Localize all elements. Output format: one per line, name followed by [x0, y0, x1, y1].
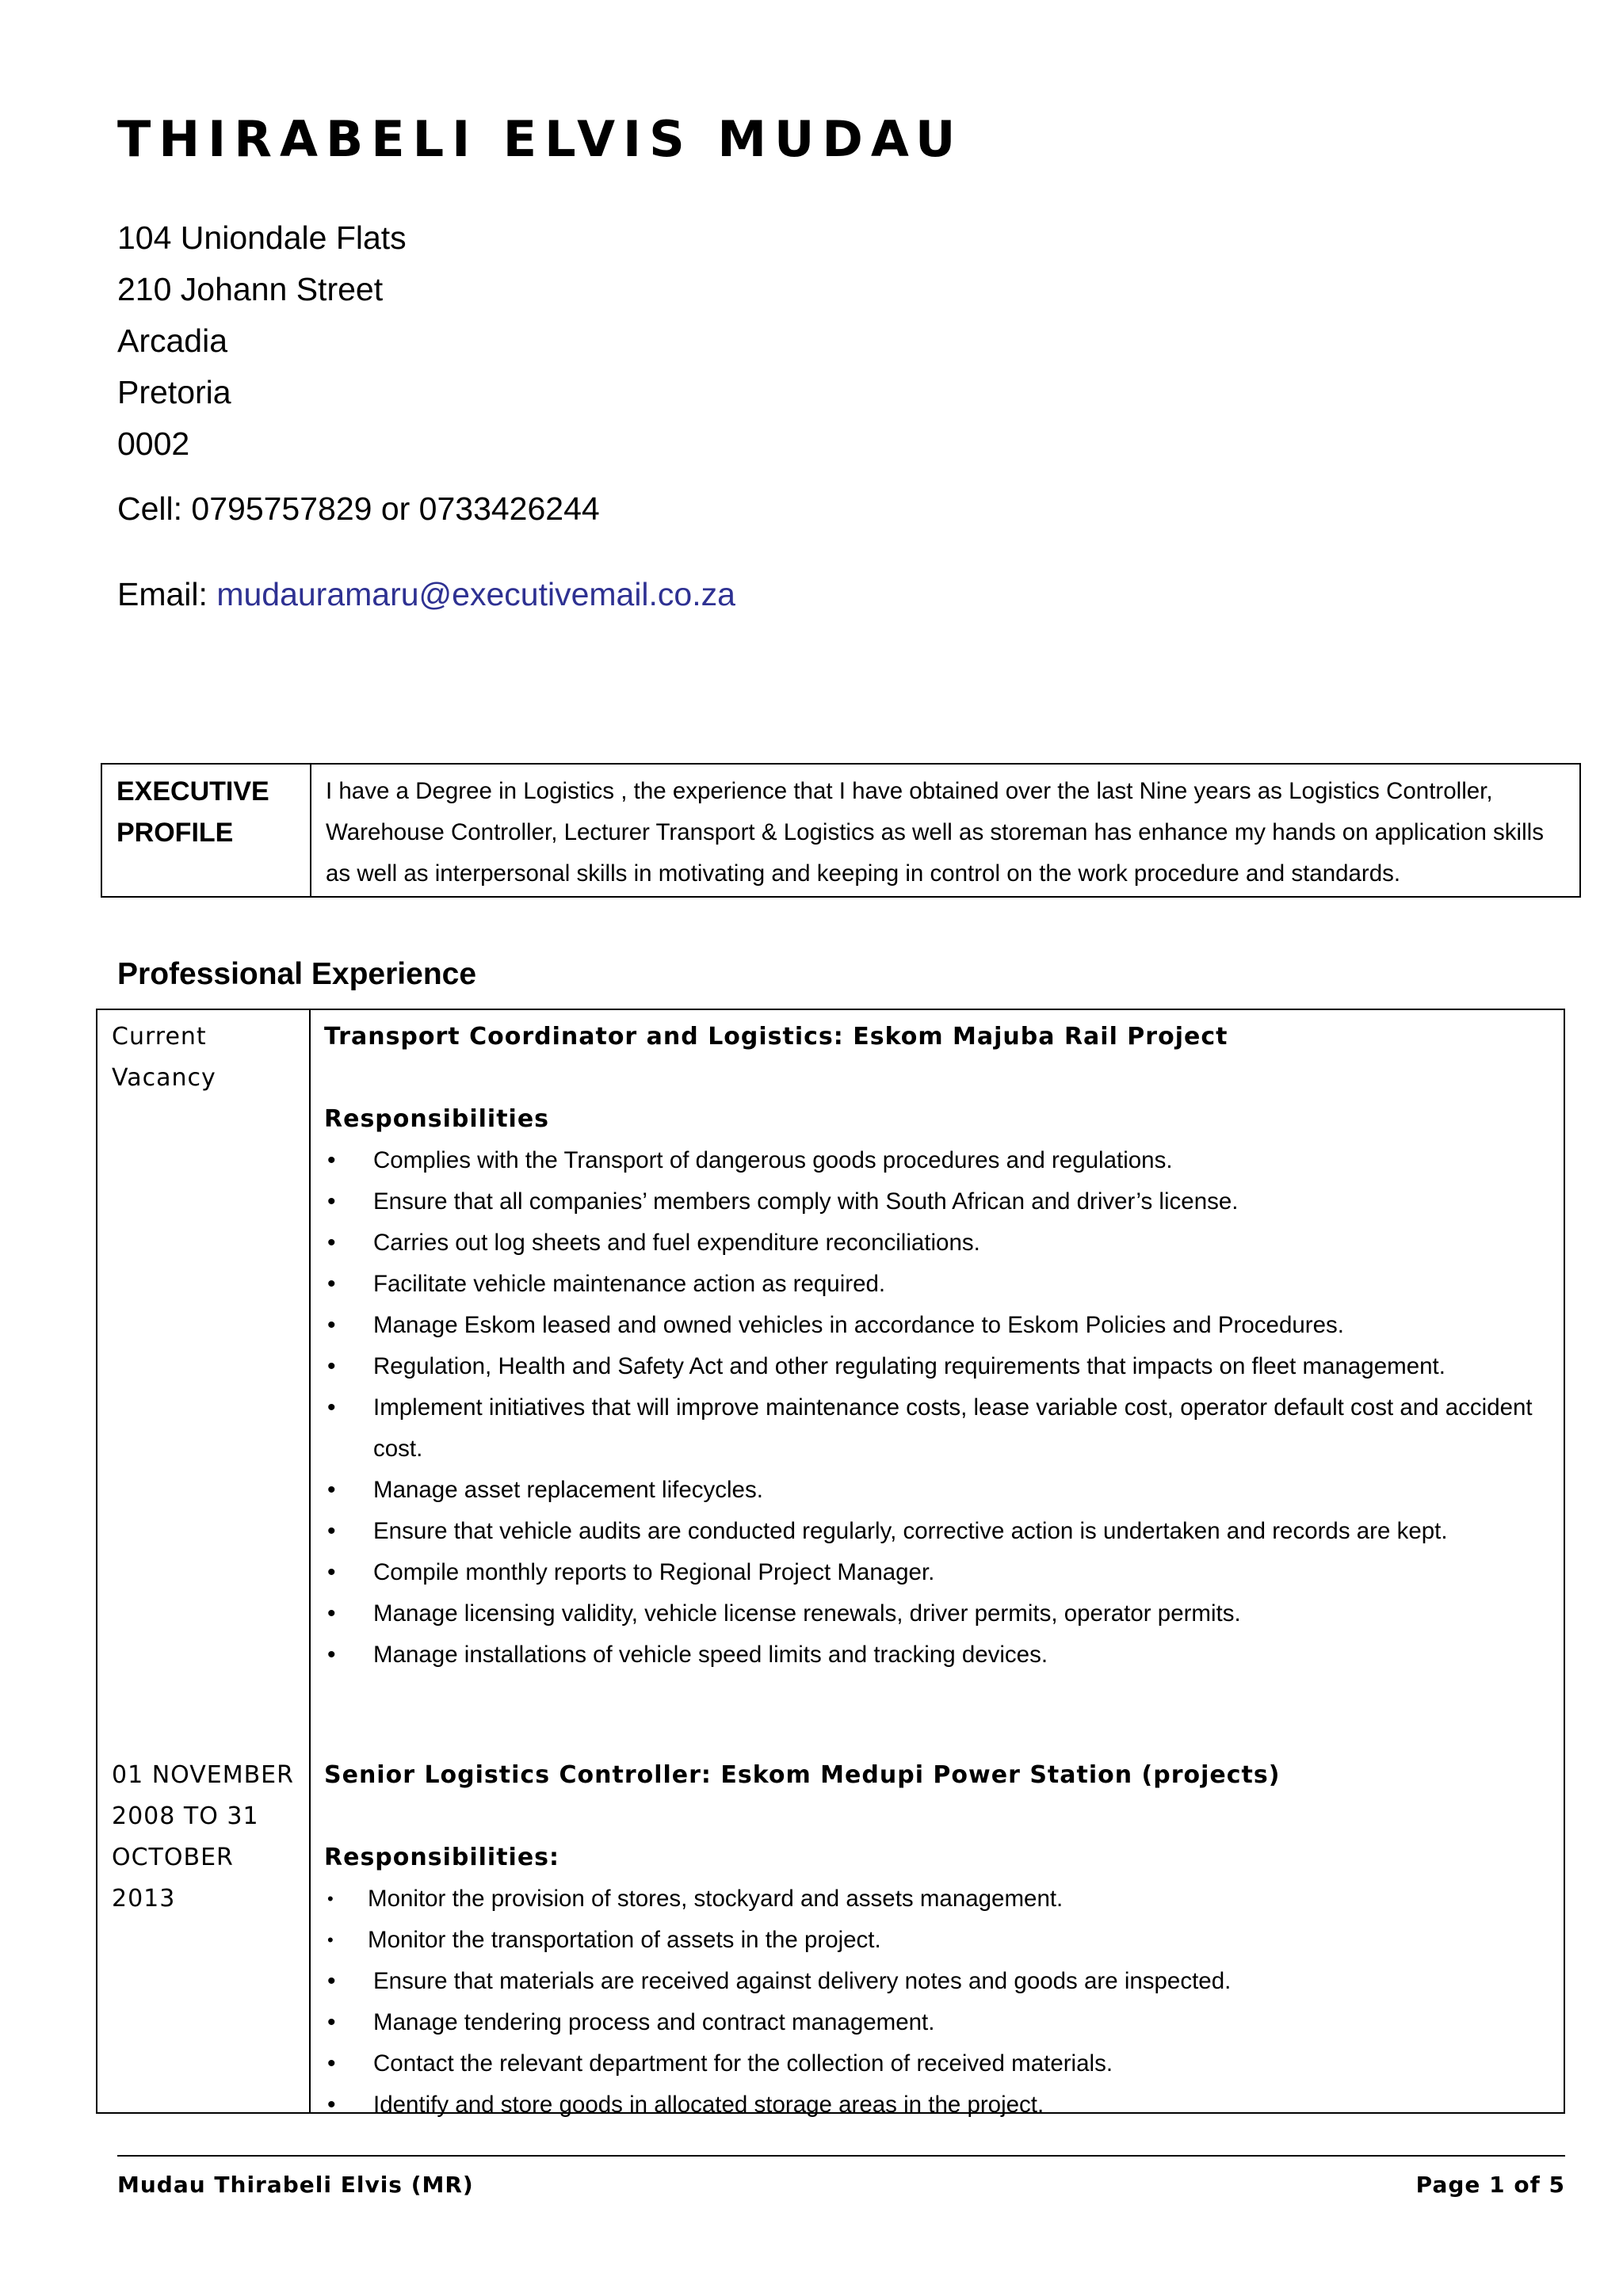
bullet-icon: •	[327, 1230, 336, 1256]
period-line: Vacancy	[112, 1064, 216, 1092]
list-item	[324, 1634, 1548, 1676]
list-item-text: Manage Eskom leased and owned vehicles in accordance to Eskom Policies and Procedures.	[373, 1312, 1344, 1338]
footer-page-number: Page 1 of 5	[1415, 2172, 1565, 2198]
list-item-text: Contact the relevant department for the collection of received materials.	[373, 2050, 1113, 2077]
bullet-icon: •	[327, 1147, 336, 1173]
bullet-icon: •	[327, 1968, 336, 1994]
period-line: 2013	[112, 1885, 176, 1913]
profile-text: I have a Degree in Logistics , the experience that I have obtained over the last Nine years as Logistics Controller, Warehouse Controller, Lecturer Transport & Logistics as well as storeman has enhance my hands on application skills as well as interpersonal skills in motivating and keeping in control on the work procedure and standards.	[326, 778, 1544, 887]
list-item-text: Carries out log sheets and fuel expenditure reconciliations.	[373, 1230, 980, 1256]
experience-table	[96, 1009, 1565, 2118]
cell-numbers: Cell: 0795757829 or 0733426244	[117, 490, 600, 527]
list-item-text: Monitor the transportation of assets in the project.	[368, 1927, 881, 1953]
bullet-icon: •	[327, 1518, 336, 1544]
job-period	[112, 1016, 310, 1099]
list-item	[324, 2084, 1548, 2126]
email-label: Email:	[117, 576, 217, 612]
job-period	[112, 1755, 310, 1920]
period-line: OCTOBER	[112, 1844, 234, 1871]
bullet-icon: •	[327, 1477, 336, 1503]
bullet-icon: •	[327, 1353, 336, 1379]
candidate-name: THIRABELI ELVIS MUDAU	[117, 110, 964, 168]
bullet-icon: •	[327, 2009, 336, 2035]
list-item-text: Manage asset replacement lifecycles.	[373, 1477, 763, 1503]
list-item	[324, 1264, 1548, 1305]
list-item-text: Monitor the provision of stores, stockyard and assets management.	[368, 1886, 1064, 1912]
profile-label-line: PROFILE	[116, 818, 234, 848]
list-item-text: Manage tendering process and contract management.	[373, 2009, 935, 2035]
period-line: 2008 TO 31	[112, 1802, 259, 1830]
footer-author: Mudau Thirabeli Elvis (MR)	[117, 2172, 474, 2198]
bullet-icon: •	[327, 2092, 336, 2118]
bullet-icon: •	[327, 1188, 336, 1215]
list-item	[324, 1181, 1548, 1222]
list-item	[324, 1387, 1548, 1470]
bullet-icon: •	[327, 1642, 336, 1668]
address-line: 104 Uniondale Flats	[117, 219, 407, 256]
profile-label-line: EXECUTIVE	[116, 776, 269, 807]
bullet-icon: •	[327, 1559, 336, 1585]
list-item	[324, 1140, 1548, 1181]
bullet-icon: •	[327, 1600, 336, 1627]
address-line: Arcadia	[117, 322, 228, 359]
responsibilities-list	[324, 1140, 1548, 1676]
list-item-text: Ensure that materials are received against delivery notes and goods are inspected.	[373, 1968, 1232, 1994]
list-item	[324, 1346, 1548, 1387]
list-item-text: Complies with the Transport of dangerous goods procedures and regulations.	[373, 1147, 1173, 1173]
executive-profile-table	[101, 763, 1581, 898]
job-title: Senior Logistics Controller: Eskom Medupi Power Station (projects)	[324, 1761, 1281, 1789]
list-item-text: Compile monthly reports to Regional Project Manager.	[373, 1559, 935, 1585]
job-entry	[324, 1016, 1548, 1676]
list-item	[324, 1920, 1548, 1961]
list-item-text: Identify and store goods in allocated storage areas in the project.	[373, 2092, 1044, 2118]
column-divider	[309, 1010, 311, 2112]
responsibilities-heading: Responsibilities	[324, 1105, 550, 1133]
list-item-text: Ensure that all companies’ members comply with South African and driver’s license.	[373, 1188, 1239, 1215]
list-item	[324, 1878, 1548, 1920]
job-title: Transport Coordinator and Logistics: Eskom Majuba Rail Project	[324, 1023, 1228, 1051]
list-item	[324, 1511, 1548, 1552]
job-entry	[324, 1755, 1548, 2126]
list-item-text: Ensure that vehicle audits are conducted regularly, corrective action is undertaken and records are kept.	[373, 1518, 1448, 1544]
bullet-icon: •	[327, 1394, 336, 1421]
period-line: 01 NOVEMBER	[112, 1761, 294, 1789]
list-item	[324, 2002, 1548, 2043]
list-item	[324, 1222, 1548, 1264]
list-item-text: Facilitate vehicle maintenance action as required.	[373, 1271, 886, 1297]
address-line: 0002	[117, 425, 190, 462]
list-item	[324, 1552, 1548, 1593]
bullet-icon: •	[327, 2050, 336, 2077]
list-item	[324, 1305, 1548, 1346]
responsibilities-list	[324, 1878, 1548, 2126]
list-item	[324, 1593, 1548, 1634]
email-link[interactable]: mudauramaru@executivemail.co.za	[216, 576, 735, 612]
postal-address	[117, 212, 407, 470]
bullet-icon: •	[327, 1312, 336, 1338]
list-item-text: Regulation, Health and Safety Act and other regulating requirements that impacts on fleet management.	[373, 1353, 1445, 1379]
list-item-text: Manage installations of vehicle speed limits and tracking devices.	[373, 1642, 1048, 1668]
address-line: Pretoria	[117, 374, 231, 410]
period-line: Current	[112, 1023, 207, 1051]
list-item-text: Implement initiatives that will improve maintenance costs, lease variable cost, operator default cost and accident cost.	[373, 1394, 1533, 1462]
list-item-text: Manage licensing validity, vehicle license renewals, driver permits, operator permits.	[373, 1600, 1241, 1627]
email-row	[117, 570, 735, 618]
profile-label	[102, 765, 311, 896]
footer-divider	[117, 2155, 1565, 2157]
section-title-professional-experience: Professional Experience	[117, 957, 477, 991]
list-item	[324, 2043, 1548, 2084]
list-item	[324, 1470, 1548, 1511]
address-line: 210 Johann Street	[117, 271, 384, 307]
list-item	[324, 1961, 1548, 2002]
bullet-icon: •	[327, 1271, 336, 1297]
bullet-icon: •	[327, 1930, 334, 1950]
bullet-icon: •	[327, 1889, 334, 1909]
responsibilities-heading: Responsibilities:	[324, 1844, 560, 1871]
